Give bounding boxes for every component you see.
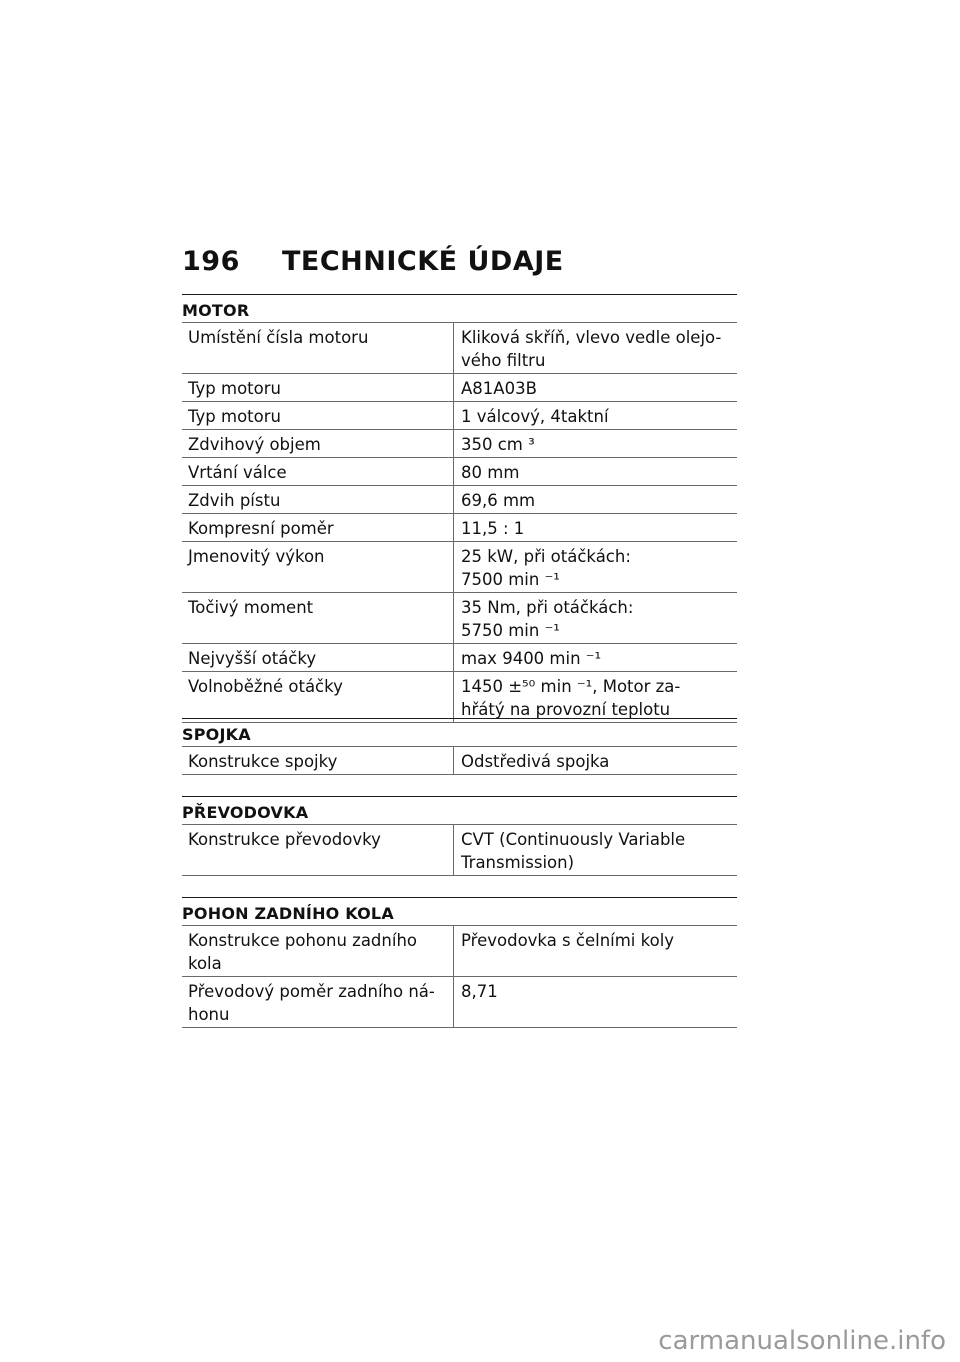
spec-label-line: Konstrukce pohonu zadního <box>188 931 418 950</box>
page-title: TECHNICKÉ ÚDAJE <box>282 246 564 277</box>
table-row <box>182 401 737 429</box>
spec-table <box>182 746 737 775</box>
spec-label <box>182 542 454 592</box>
spec-value-line: 35 Nm, při otáčkách: <box>461 598 634 617</box>
spec-value-line: vého filtru <box>461 351 546 370</box>
table-row <box>182 746 737 775</box>
spec-value-line: Transmission) <box>461 853 575 872</box>
spec-label <box>182 430 454 457</box>
spec-label <box>182 458 454 485</box>
spec-table <box>182 824 737 876</box>
spec-label-line: Typ motoru <box>188 407 281 426</box>
table-row <box>182 925 737 976</box>
spec-value-line: Kliková skříň, vlevo vedle olejo- <box>461 328 722 347</box>
spec-label <box>182 402 454 429</box>
spec-label-line: Umístění čísla motoru <box>188 328 369 347</box>
page-header <box>182 246 564 277</box>
spec-value <box>454 542 737 592</box>
spec-label <box>182 672 454 722</box>
table-row <box>182 824 737 876</box>
spec-value <box>454 486 737 513</box>
table-row <box>182 373 737 401</box>
spec-value <box>454 514 737 541</box>
spec-value-line: 1450 ±⁵⁰ min ⁻¹, Motor za- <box>461 677 681 696</box>
spec-value-line: 11,5 : 1 <box>461 519 525 538</box>
spec-value <box>454 825 737 875</box>
spec-label <box>182 374 454 401</box>
spec-value <box>454 402 737 429</box>
section-motor <box>182 294 737 723</box>
spec-label-line: Točivý moment <box>188 598 314 617</box>
table-row <box>182 643 737 671</box>
spec-value <box>454 374 737 401</box>
table-row <box>182 592 737 643</box>
spec-value-line: 5750 min ⁻¹ <box>461 621 560 640</box>
spec-label-line: Konstrukce spojky <box>188 752 338 771</box>
spec-label-line: honu <box>188 1005 230 1024</box>
spec-label <box>182 977 454 1027</box>
watermark: carmanualsonline.info <box>658 1326 946 1356</box>
spec-value <box>454 926 737 976</box>
spec-value-line: 1 válcový, 4taktní <box>461 407 609 426</box>
spec-value-line: CVT (Continuously Variable <box>461 830 686 849</box>
section-clutch <box>182 718 737 775</box>
spec-value-line: Odstředivá spojka <box>461 752 610 771</box>
spec-table <box>182 322 737 723</box>
spec-label <box>182 514 454 541</box>
spec-value-line: 80 mm <box>461 463 520 482</box>
section-title: PŘEVODOVKA <box>182 796 737 824</box>
spec-value-line: hřátý na provozní teplotu <box>461 700 671 719</box>
spec-value <box>454 672 737 722</box>
table-row <box>182 485 737 513</box>
spec-label-line: Typ motoru <box>188 379 281 398</box>
section-rear-drive <box>182 897 737 1028</box>
spec-table <box>182 925 737 1028</box>
section-title: POHON ZADNÍHO KOLA <box>182 897 737 925</box>
spec-value-line: A81A03B <box>461 379 537 398</box>
spec-label-line: Volnoběžné otáčky <box>188 677 343 696</box>
spec-value-line: 7500 min ⁻¹ <box>461 570 560 589</box>
table-row <box>182 541 737 592</box>
section-title: MOTOR <box>182 294 737 322</box>
spec-value-line: Převodovka s čelními koly <box>461 931 675 950</box>
table-row <box>182 976 737 1028</box>
spec-label <box>182 486 454 513</box>
spec-value-line: max 9400 min ⁻¹ <box>461 649 602 668</box>
spec-value <box>454 593 737 643</box>
spec-label-line: Převodový poměr zadního ná- <box>188 982 435 1001</box>
spec-label <box>182 747 454 774</box>
table-row <box>182 671 737 723</box>
spec-label-line: Jmenovitý výkon <box>188 547 325 566</box>
spec-label-line: Vrtání válce <box>188 463 287 482</box>
spec-label <box>182 323 454 373</box>
spec-value <box>454 323 737 373</box>
spec-value-line: 8,71 <box>461 982 498 1001</box>
spec-label-line: Zdvihový objem <box>188 435 321 454</box>
section-title: SPOJKA <box>182 718 737 746</box>
spec-label <box>182 644 454 671</box>
spec-value-line: 69,6 mm <box>461 491 536 510</box>
table-row <box>182 429 737 457</box>
spec-value <box>454 458 737 485</box>
spec-label-line: Kompresní poměr <box>188 519 334 538</box>
spec-label-line: Nejvyšší otáčky <box>188 649 317 668</box>
spec-value <box>454 977 737 1027</box>
spec-label <box>182 593 454 643</box>
spec-value <box>454 644 737 671</box>
page-number: 196 <box>182 246 240 277</box>
spec-value-line: 350 cm ³ <box>461 435 535 454</box>
spec-value-line: 25 kW, při otáčkách: <box>461 547 631 566</box>
spec-label <box>182 926 454 976</box>
section-gearbox <box>182 796 737 876</box>
table-row <box>182 457 737 485</box>
spec-label-line: Zdvih pístu <box>188 491 281 510</box>
spec-label-line: kola <box>188 954 222 973</box>
table-row <box>182 322 737 373</box>
spec-label-line: Konstrukce převodovky <box>188 830 381 849</box>
spec-value <box>454 430 737 457</box>
spec-value <box>454 747 737 774</box>
table-row <box>182 513 737 541</box>
spec-label <box>182 825 454 875</box>
